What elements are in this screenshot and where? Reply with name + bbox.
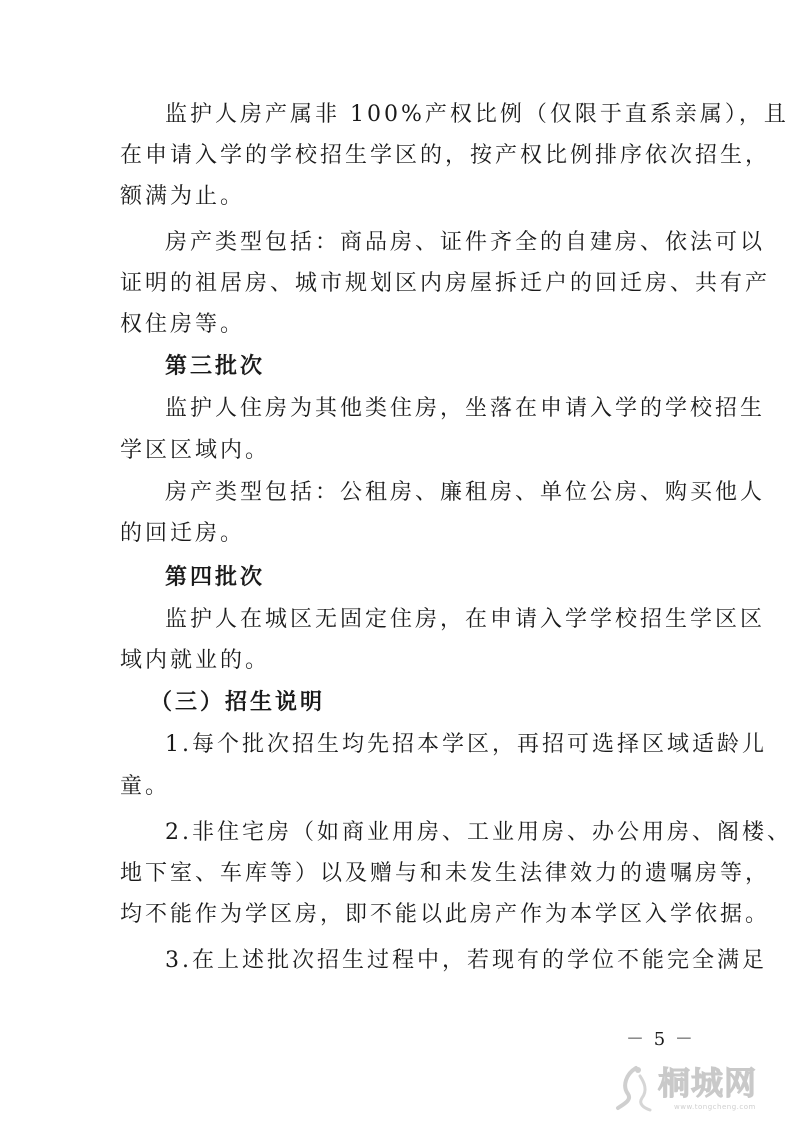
paragraph-line: 监护人在城区无固定住房，在申请入学学校招生学区区 [165,607,766,632]
paragraph-line: 房产类型包括：商品房、证件齐全的自建房、依法可以 [165,230,766,255]
section-heading-batch-4: 第四批次 [165,565,266,590]
section-heading-enrollment-notes: （三）招生说明 [150,690,326,715]
paragraph-line: 学区区域内。 [120,438,271,463]
paragraph-line: 均不能作为学区房，即不能以此房产作为本学区入学依据。 [120,902,771,927]
paragraph-line: 2.非住宅房（如商业用房、工业用房、办公用房、阁楼、 [165,820,792,845]
watermark [614,1064,784,1116]
paragraph-line: 房产类型包括：公租房、廉租房、单位公房、购买他人 [165,480,766,505]
paragraph-line: 监护人房产属非 100%产权比例（仅限于直系亲属），且 [165,102,789,127]
paragraph-line: 证明的祖居房、城市规划区内房屋拆迁户的回迁房、共有产 [120,271,771,296]
page-number: － 5 － [626,1029,695,1050]
paragraph-line: 地下室、车库等）以及赠与和未发生法律效力的遗嘱房等， [120,861,771,886]
paragraph-line: 权住房等。 [120,312,246,337]
paragraph-line: 的回迁房。 [120,521,246,546]
section-heading-batch-3: 第三批次 [165,354,266,379]
watermark-url: www.tongcheng.com [674,1103,756,1111]
watermark-logo-icon [614,1064,654,1112]
paragraph-line: 在申请入学的学校招生学区的，按产权比例排序依次招生， [120,143,771,168]
paragraph-line: 1.每个批次招生均先招本学区，再招可选择区域适龄儿 [165,732,767,757]
paragraph-line: 3.在上述批次招生过程中，若现有的学位不能完全满足 [165,948,767,973]
paragraph-line: 额满为止。 [120,184,246,209]
paragraph-line: 域内就业的。 [120,648,271,673]
paragraph-line: 童。 [120,774,171,799]
paragraph-line: 监护人住房为其他类住房，坐落在申请入学的学校招生 [165,396,766,421]
watermark-brand: 桐城网 [658,1064,758,1102]
